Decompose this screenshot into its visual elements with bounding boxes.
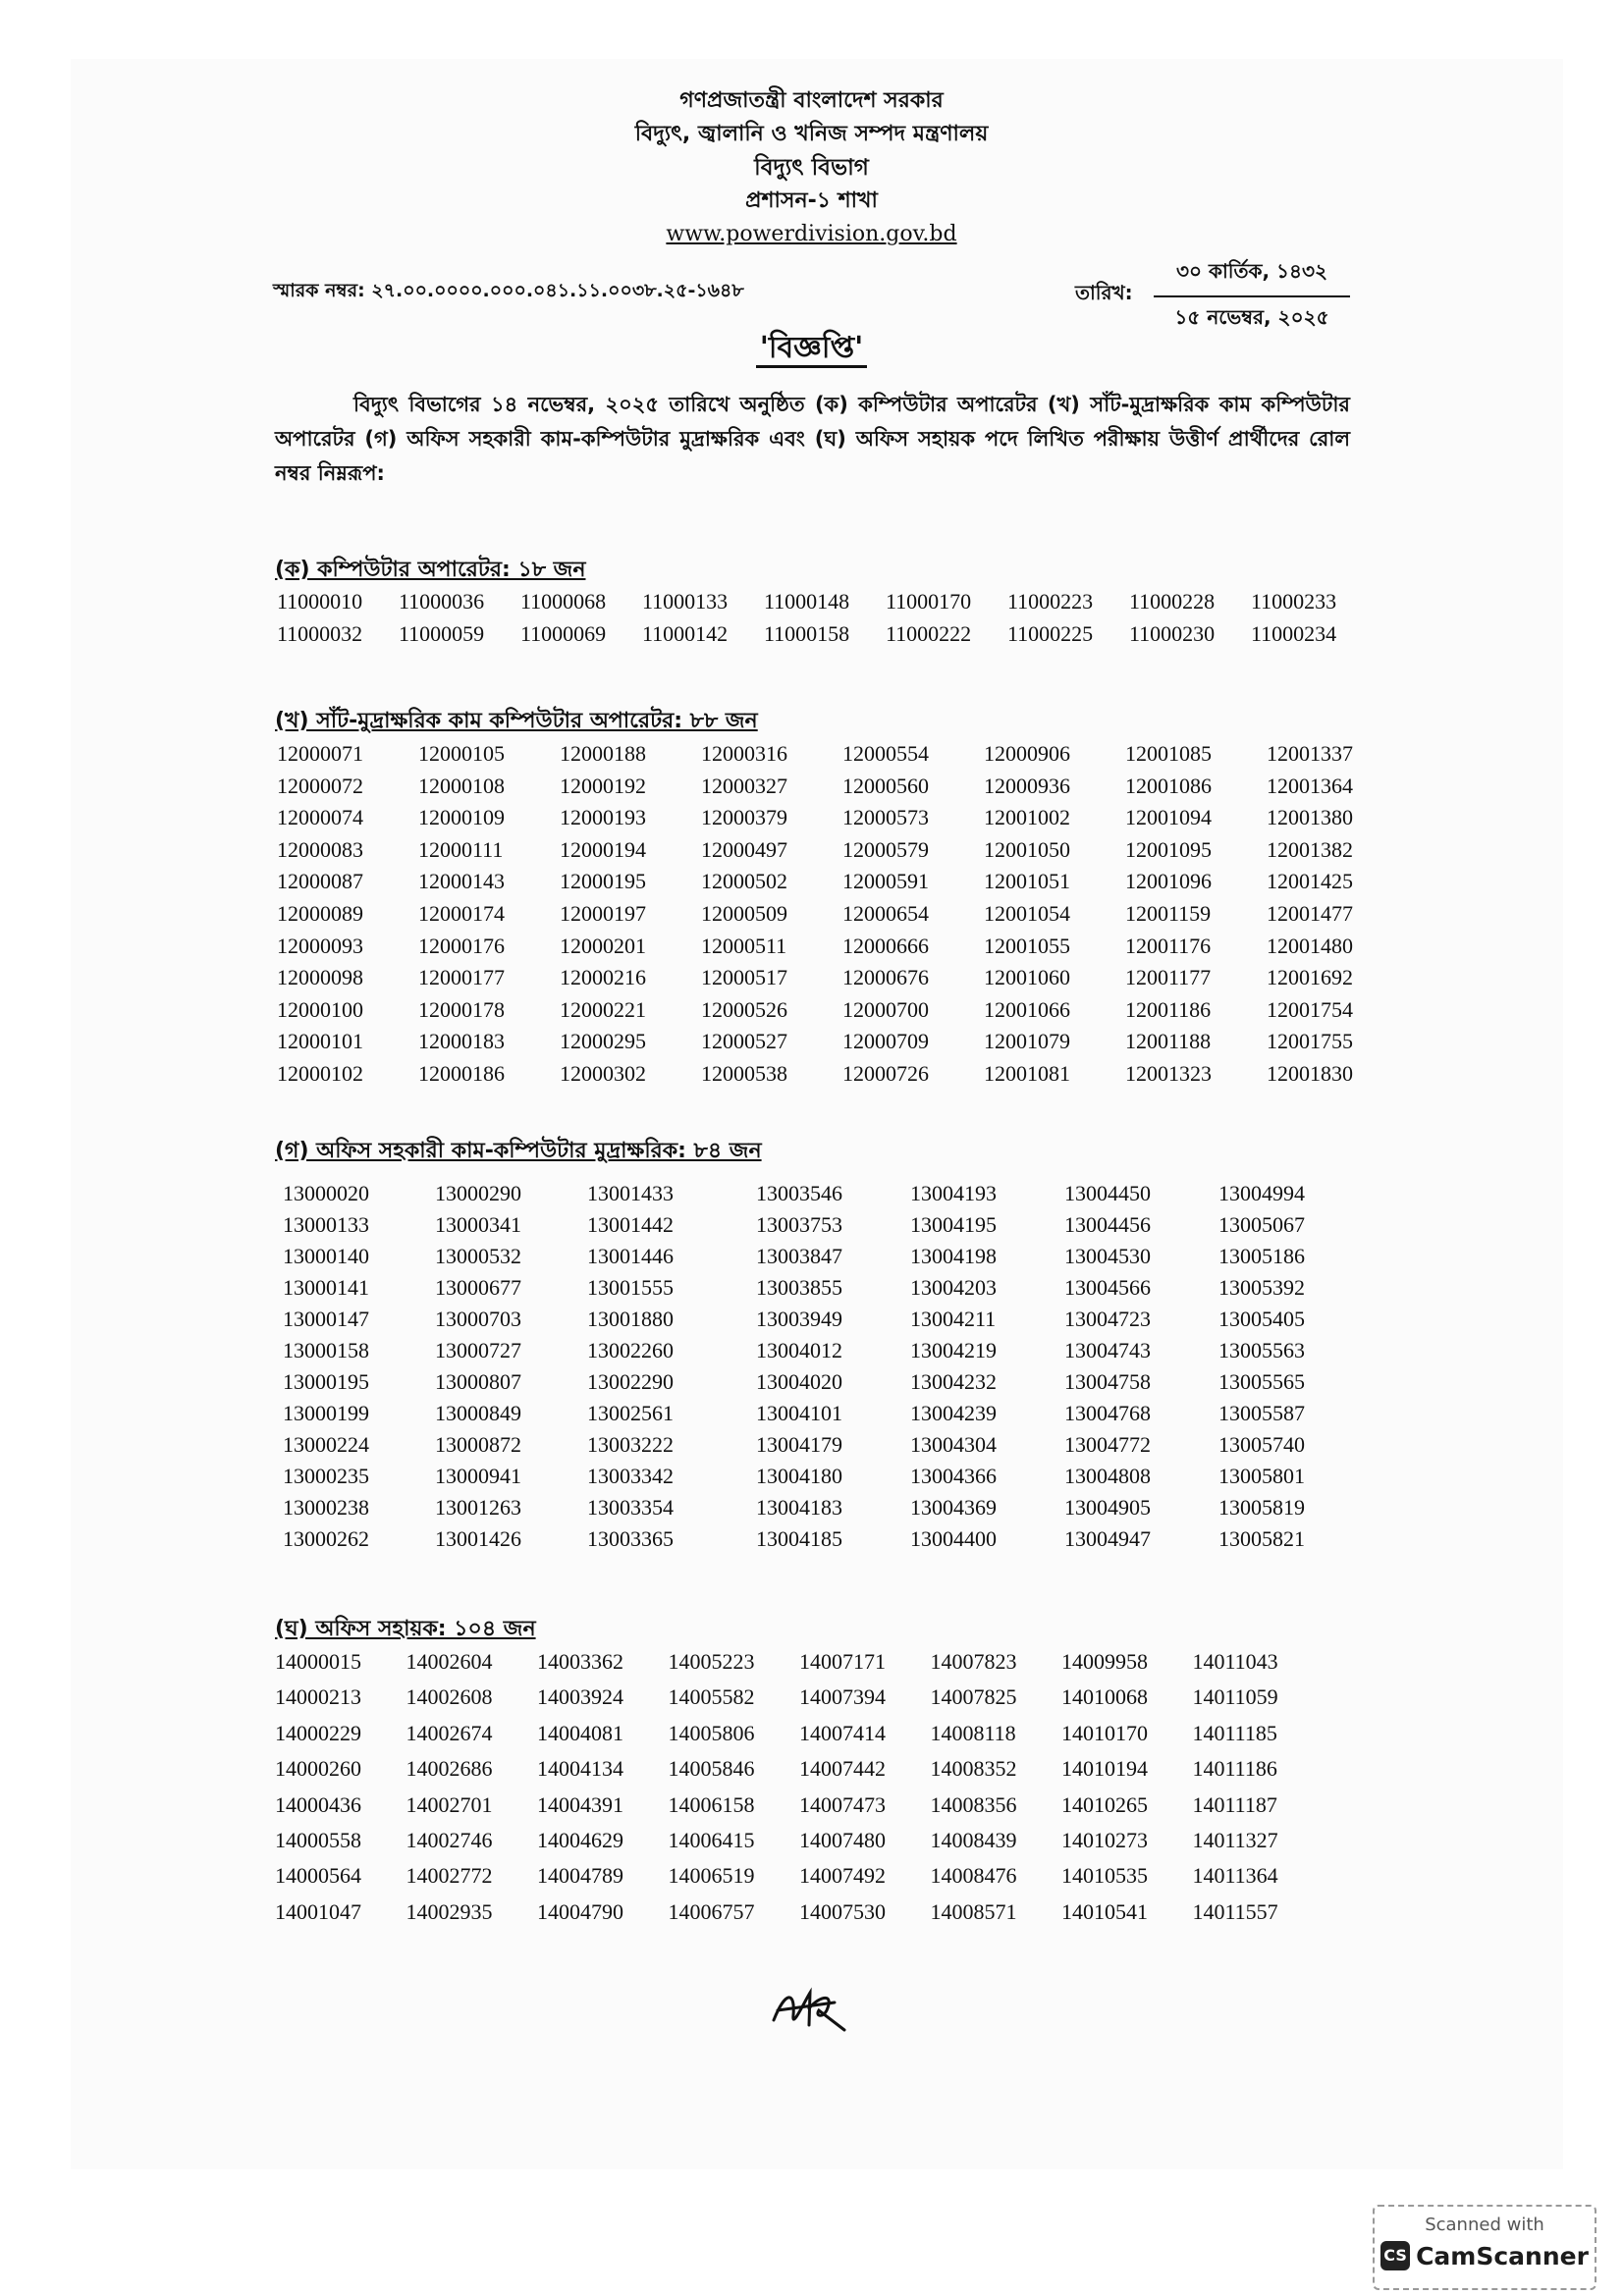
roll-number: 14000015 bbox=[275, 1649, 361, 1674]
roll-number: 12000108 bbox=[418, 773, 505, 798]
roll-number: 13003365 bbox=[587, 1526, 674, 1551]
roll-number: 11000222 bbox=[886, 621, 972, 646]
roll-number: 13005186 bbox=[1218, 1244, 1305, 1268]
roll-number: 13000238 bbox=[283, 1495, 369, 1520]
roll-number: 12000195 bbox=[560, 869, 646, 894]
roll-number: 12000538 bbox=[701, 1060, 787, 1086]
roll-number: 12000216 bbox=[560, 965, 646, 990]
roll-number: 14010170 bbox=[1061, 1720, 1148, 1745]
roll-number: 14011186 bbox=[1192, 1756, 1277, 1782]
roll-number: 12000316 bbox=[701, 741, 787, 766]
roll-number: 12001066 bbox=[984, 996, 1070, 1022]
roll-number: 13003855 bbox=[756, 1275, 842, 1300]
roll-number: 14000213 bbox=[275, 1684, 361, 1710]
roll-number: 12001323 bbox=[1125, 1060, 1212, 1086]
roll-number: 13004566 bbox=[1064, 1275, 1151, 1300]
roll-number: 12001081 bbox=[984, 1060, 1070, 1086]
roll-number: 14006519 bbox=[668, 1863, 755, 1889]
roll-number: 14005223 bbox=[668, 1649, 755, 1674]
roll-number: 12000143 bbox=[418, 869, 505, 894]
roll-number: 14007394 bbox=[799, 1684, 886, 1710]
roll-number: 13004456 bbox=[1064, 1212, 1151, 1237]
roll-number: 14007473 bbox=[799, 1791, 886, 1817]
roll-number: 13000020 bbox=[283, 1181, 369, 1205]
roll-number: 14008356 bbox=[930, 1791, 1017, 1817]
notice-title bbox=[0, 324, 1623, 374]
roll-number: 14004081 bbox=[537, 1720, 623, 1745]
roll-number: 12000177 bbox=[418, 965, 505, 990]
roll-number: 14010068 bbox=[1061, 1684, 1148, 1710]
roll-grid-stenographer bbox=[277, 741, 1408, 1094]
date-bangla: ৩০ কার্তিক, ১৪৩২ bbox=[1154, 257, 1350, 297]
date-english: ১৫ নভেম্বর, ২০২৫ bbox=[1174, 305, 1329, 329]
roll-number: 13004400 bbox=[910, 1526, 997, 1551]
roll-number: 14006757 bbox=[668, 1898, 755, 1924]
roll-number: 11000148 bbox=[764, 589, 850, 614]
roll-number: 12001085 bbox=[1125, 741, 1212, 766]
roll-number: 13000147 bbox=[283, 1307, 369, 1331]
roll-number: 12001477 bbox=[1267, 900, 1353, 926]
roll-number: 12000509 bbox=[701, 900, 787, 926]
roll-number: 12001337 bbox=[1267, 741, 1353, 766]
memo-number: স্মারক নম্বর: ২৭.০০.০০০০.০০০.০৪১.১১.০০৩৮.২৫-১৬৪৮ bbox=[273, 280, 744, 301]
roll-number: 12001188 bbox=[1125, 1029, 1212, 1054]
roll-number: 11000133 bbox=[642, 589, 729, 614]
roll-number: 13000158 bbox=[283, 1338, 369, 1362]
roll-number: 12001096 bbox=[1125, 869, 1212, 894]
roll-number: 11000230 bbox=[1129, 621, 1216, 646]
section-heading-computer-operator: (ক) কম্পিউটার অপারেটর: ১৮ জন bbox=[275, 558, 586, 582]
roll-number: 13005587 bbox=[1218, 1401, 1305, 1425]
roll-number: 12001060 bbox=[984, 965, 1070, 990]
branch-name: প্রশাসন-১ শাখা bbox=[745, 188, 878, 213]
roll-number: 13001446 bbox=[587, 1244, 674, 1268]
roll-number: 12001095 bbox=[1125, 836, 1212, 862]
roll-number: 13004304 bbox=[910, 1432, 997, 1457]
roll-number: 12000087 bbox=[277, 869, 363, 894]
roll-number: 13000235 bbox=[283, 1464, 369, 1488]
roll-number: 12000083 bbox=[277, 836, 363, 862]
roll-number: 12000517 bbox=[701, 965, 787, 990]
roll-number: 14000229 bbox=[275, 1720, 361, 1745]
roll-number: 13004179 bbox=[756, 1432, 842, 1457]
roll-number: 13000290 bbox=[435, 1181, 521, 1205]
roll-number: 14007171 bbox=[799, 1649, 886, 1674]
roll-number: 13004232 bbox=[910, 1369, 997, 1394]
roll-number: 13003342 bbox=[587, 1464, 674, 1488]
roll-number: 14008476 bbox=[930, 1863, 1017, 1889]
roll-number: 12000526 bbox=[701, 996, 787, 1022]
roll-number: 12001692 bbox=[1267, 965, 1353, 990]
roll-number: 13000262 bbox=[283, 1526, 369, 1551]
roll-number: 13003354 bbox=[587, 1495, 674, 1520]
roll-number: 12000093 bbox=[277, 933, 363, 958]
roll-number: 14006415 bbox=[668, 1827, 755, 1852]
roll-number: 12000098 bbox=[277, 965, 363, 990]
roll-number: 14010535 bbox=[1061, 1863, 1148, 1889]
roll-number: 13004772 bbox=[1064, 1432, 1151, 1457]
roll-number: 11000158 bbox=[764, 621, 850, 646]
roll-number: 13004369 bbox=[910, 1495, 997, 1520]
roll-number: 11000069 bbox=[520, 621, 607, 646]
roll-number: 12000105 bbox=[418, 741, 505, 766]
roll-number: 14007825 bbox=[930, 1684, 1017, 1710]
roll-number: 12000071 bbox=[277, 741, 363, 766]
roll-number: 13004450 bbox=[1064, 1181, 1151, 1205]
roll-number: 13005392 bbox=[1218, 1275, 1305, 1300]
roll-number: 13004185 bbox=[756, 1526, 842, 1551]
roll-number: 14008352 bbox=[930, 1756, 1017, 1782]
section-heading-stenographer: (খ) সাঁট-মুদ্রাক্ষরিক কাম কম্পিউটার অপারেটর: ৮৮ জন bbox=[275, 709, 758, 733]
roll-number: 14008118 bbox=[930, 1720, 1016, 1745]
roll-number: 14002686 bbox=[406, 1756, 493, 1782]
roll-number: 12000109 bbox=[418, 805, 505, 830]
division-name: বিদ্যুৎ বিভাগ bbox=[754, 155, 869, 181]
roll-number: 12000221 bbox=[560, 996, 646, 1022]
roll-number: 13003546 bbox=[756, 1181, 842, 1205]
signature bbox=[766, 1981, 874, 2040]
roll-number: 13005821 bbox=[1218, 1526, 1305, 1551]
roll-number: 13004905 bbox=[1064, 1495, 1151, 1520]
roll-number: 12001051 bbox=[984, 869, 1070, 894]
roll-number: 14008571 bbox=[930, 1898, 1017, 1924]
roll-number: 12000502 bbox=[701, 869, 787, 894]
roll-number: 12001382 bbox=[1267, 836, 1353, 862]
roll-number: 12001079 bbox=[984, 1029, 1070, 1054]
roll-number: 12001054 bbox=[984, 900, 1070, 926]
roll-number: 13004101 bbox=[756, 1401, 842, 1425]
roll-number: 12000188 bbox=[560, 741, 646, 766]
roll-number: 13005565 bbox=[1218, 1369, 1305, 1394]
roll-number: 13005067 bbox=[1218, 1212, 1305, 1237]
roll-number: 14004789 bbox=[537, 1863, 623, 1889]
roll-number: 12000074 bbox=[277, 805, 363, 830]
roll-number: 12000906 bbox=[984, 741, 1070, 766]
roll-number: 13001263 bbox=[435, 1495, 521, 1520]
camscanner-logo-icon: CS bbox=[1380, 2241, 1410, 2270]
website-link[interactable]: www.powerdivision.gov.bd bbox=[666, 222, 957, 246]
roll-number: 12001755 bbox=[1267, 1029, 1353, 1054]
roll-number: 14010265 bbox=[1061, 1791, 1148, 1817]
roll-number: 12000666 bbox=[842, 933, 929, 958]
roll-number: 14007480 bbox=[799, 1827, 886, 1852]
roll-number: 14011557 bbox=[1192, 1898, 1278, 1924]
roll-number: 13003753 bbox=[756, 1212, 842, 1237]
roll-number: 13001880 bbox=[587, 1307, 674, 1331]
roll-number: 12000573 bbox=[842, 805, 929, 830]
roll-number: 11000142 bbox=[642, 621, 729, 646]
roll-number: 13004768 bbox=[1064, 1401, 1151, 1425]
roll-number: 12000726 bbox=[842, 1060, 929, 1086]
roll-number: 12000302 bbox=[560, 1060, 646, 1086]
roll-number: 13000141 bbox=[283, 1275, 369, 1300]
roll-number: 13000703 bbox=[435, 1307, 521, 1331]
roll-number: 12000100 bbox=[277, 996, 363, 1022]
roll-number: 13005563 bbox=[1218, 1338, 1305, 1362]
roll-number: 14003924 bbox=[537, 1684, 623, 1710]
roll-number: 13004743 bbox=[1064, 1338, 1151, 1362]
roll-number: 12000295 bbox=[560, 1029, 646, 1054]
roll-number: 12001086 bbox=[1125, 773, 1212, 798]
roll-number: 12001425 bbox=[1267, 869, 1353, 894]
roll-number: 14008439 bbox=[930, 1827, 1017, 1852]
roll-number: 12000089 bbox=[277, 900, 363, 926]
roll-number: 12001480 bbox=[1267, 933, 1353, 958]
roll-number: 12000379 bbox=[701, 805, 787, 830]
roll-number: 14010194 bbox=[1061, 1756, 1148, 1782]
notice-intro: বিদ্যুৎ বিভাগের ১৪ নভেম্বর, ২০২৫ তারিখে অনুষ্ঠিত (ক) কম্পিউটার অপারেটর (খ) সাঁট-মুদ্রাক্ষরিক কাম কম্পিউটার অপারেটর (গ) অফিস সহকারী কাম-কম্পিউটার মুদ্রাক্ষরিক এবং (ঘ) অফিস সহায়ক পদে লিখিত পরীক্ষায় উত্তীর্ণ প্রার্থীদের রোল নম্বর নিম্নরূপ: bbox=[275, 393, 1350, 485]
roll-number: 12000511 bbox=[701, 933, 787, 958]
roll-number: 13002561 bbox=[587, 1401, 674, 1425]
roll-number: 13005405 bbox=[1218, 1307, 1305, 1331]
roll-number: 13003949 bbox=[756, 1307, 842, 1331]
roll-number: 11000228 bbox=[1129, 589, 1216, 614]
roll-number: 11000036 bbox=[399, 589, 485, 614]
roll-number: 13000133 bbox=[283, 1212, 369, 1237]
roll-grid-office-assistant-computer-typist bbox=[283, 1181, 1373, 1558]
roll-number: 14011187 bbox=[1192, 1791, 1277, 1817]
roll-number: 12000178 bbox=[418, 996, 505, 1022]
roll-number: 12001050 bbox=[984, 836, 1070, 862]
roll-number: 13004366 bbox=[910, 1464, 997, 1488]
roll-number: 13000224 bbox=[283, 1432, 369, 1457]
roll-number: 13004808 bbox=[1064, 1464, 1151, 1488]
roll-number: 13004239 bbox=[910, 1401, 997, 1425]
roll-number: 12000176 bbox=[418, 933, 505, 958]
roll-number: 13003847 bbox=[756, 1244, 842, 1268]
roll-number: 13001555 bbox=[587, 1275, 674, 1300]
roll-number: 14005846 bbox=[668, 1756, 755, 1782]
roll-number: 13004195 bbox=[910, 1212, 997, 1237]
ministry-name: বিদ্যুৎ, জ্বালানি ও খনিজ সম্পদ মন্ত্রণালয় bbox=[634, 122, 989, 146]
roll-number: 13000140 bbox=[283, 1244, 369, 1268]
roll-number: 14002746 bbox=[406, 1827, 493, 1852]
roll-number: 12001159 bbox=[1125, 900, 1212, 926]
roll-number: 14007414 bbox=[799, 1720, 886, 1745]
roll-number: 11000223 bbox=[1007, 589, 1094, 614]
roll-number: 12000936 bbox=[984, 773, 1070, 798]
roll-number: 12001055 bbox=[984, 933, 1070, 958]
roll-number: 14006158 bbox=[668, 1791, 755, 1817]
roll-number: 14011043 bbox=[1192, 1649, 1278, 1674]
scanned-with-label: Scanned with bbox=[1425, 2215, 1544, 2235]
roll-number: 13005801 bbox=[1218, 1464, 1305, 1488]
roll-number: 12000327 bbox=[701, 773, 787, 798]
roll-number: 11000234 bbox=[1251, 621, 1337, 646]
roll-number: 14009958 bbox=[1061, 1649, 1148, 1674]
roll-number: 14000260 bbox=[275, 1756, 361, 1782]
roll-number: 13004219 bbox=[910, 1338, 997, 1362]
letterhead bbox=[0, 84, 1623, 251]
roll-number: 12000072 bbox=[277, 773, 363, 798]
roll-number: 13004530 bbox=[1064, 1244, 1151, 1268]
roll-number: 11000170 bbox=[886, 589, 972, 614]
roll-number: 12000201 bbox=[560, 933, 646, 958]
roll-number: 14002674 bbox=[406, 1720, 493, 1745]
roll-number: 13004020 bbox=[756, 1369, 842, 1394]
roll-number: 13004758 bbox=[1064, 1369, 1151, 1394]
roll-number: 12000102 bbox=[277, 1060, 363, 1086]
roll-number: 11000068 bbox=[520, 589, 607, 614]
roll-number: 14001047 bbox=[275, 1898, 361, 1924]
section-heading-office-helper: (ঘ) অফিস সহায়ক: ১০৪ জন bbox=[275, 1617, 536, 1641]
roll-number: 14007492 bbox=[799, 1863, 886, 1889]
roll-number: 12001830 bbox=[1267, 1060, 1353, 1086]
roll-number: 13000849 bbox=[435, 1401, 521, 1425]
roll-number: 12000554 bbox=[842, 741, 929, 766]
roll-number: 13004193 bbox=[910, 1181, 997, 1205]
roll-number: 12001186 bbox=[1125, 996, 1212, 1022]
roll-number: 12000527 bbox=[701, 1029, 787, 1054]
roll-number: 14003362 bbox=[537, 1649, 623, 1674]
roll-number: 14004391 bbox=[537, 1791, 623, 1817]
roll-number: 14000558 bbox=[275, 1827, 361, 1852]
roll-number: 14002604 bbox=[406, 1649, 493, 1674]
roll-number: 14007823 bbox=[930, 1649, 1017, 1674]
roll-number: 14004134 bbox=[537, 1756, 623, 1782]
roll-number: 12000193 bbox=[560, 805, 646, 830]
camscanner-watermark bbox=[1373, 2205, 1596, 2290]
roll-number: 12001754 bbox=[1267, 996, 1353, 1022]
roll-number: 13002290 bbox=[587, 1369, 674, 1394]
roll-number: 13000195 bbox=[283, 1369, 369, 1394]
roll-number: 12000174 bbox=[418, 900, 505, 926]
roll-number: 13004180 bbox=[756, 1464, 842, 1488]
roll-number: 13000807 bbox=[435, 1369, 521, 1394]
roll-number: 14000436 bbox=[275, 1791, 361, 1817]
roll-number: 13000727 bbox=[435, 1338, 521, 1362]
roll-number: 13000677 bbox=[435, 1275, 521, 1300]
roll-number: 13000532 bbox=[435, 1244, 521, 1268]
roll-number: 13000199 bbox=[283, 1401, 369, 1425]
roll-number: 12000111 bbox=[418, 836, 504, 862]
roll-number: 12000709 bbox=[842, 1029, 929, 1054]
roll-number: 12000101 bbox=[277, 1029, 363, 1054]
roll-number: 13004198 bbox=[910, 1244, 997, 1268]
roll-number: 13005740 bbox=[1218, 1432, 1305, 1457]
roll-number: 14004790 bbox=[537, 1898, 623, 1924]
roll-number: 13004211 bbox=[910, 1307, 997, 1331]
roll-number: 14002772 bbox=[406, 1863, 493, 1889]
roll-number: 12000183 bbox=[418, 1029, 505, 1054]
roll-number: 13001426 bbox=[435, 1526, 521, 1551]
roll-number: 12000654 bbox=[842, 900, 929, 926]
roll-number: 11000233 bbox=[1251, 589, 1337, 614]
roll-number: 13001433 bbox=[587, 1181, 674, 1205]
date-label: তারিখ: bbox=[1075, 281, 1133, 304]
roll-number: 14011059 bbox=[1192, 1684, 1278, 1710]
roll-number: 14004629 bbox=[537, 1827, 623, 1852]
roll-number: 12000197 bbox=[560, 900, 646, 926]
roll-number: 13004203 bbox=[910, 1275, 997, 1300]
roll-number: 12001364 bbox=[1267, 773, 1353, 798]
roll-number: 14000564 bbox=[275, 1863, 361, 1889]
roll-number: 11000032 bbox=[277, 621, 363, 646]
roll-number: 13000872 bbox=[435, 1432, 521, 1457]
roll-number: 13004183 bbox=[756, 1495, 842, 1520]
roll-number: 13002260 bbox=[587, 1338, 674, 1362]
roll-number: 14010541 bbox=[1061, 1898, 1148, 1924]
roll-number: 11000059 bbox=[399, 621, 485, 646]
roll-number: 12000560 bbox=[842, 773, 929, 798]
roll-number: 12000676 bbox=[842, 965, 929, 990]
roll-grid-computer-operator bbox=[277, 589, 1373, 654]
roll-number: 14005582 bbox=[668, 1684, 755, 1710]
roll-number: 12000591 bbox=[842, 869, 929, 894]
roll-number: 12001094 bbox=[1125, 805, 1212, 830]
roll-number: 12000497 bbox=[701, 836, 787, 862]
camscanner-brand: CamScanner bbox=[1416, 2241, 1589, 2270]
government-name: গণপ্রজাতন্ত্রী বাংলাদেশ সরকার bbox=[679, 88, 944, 113]
roll-number: 14011364 bbox=[1192, 1863, 1278, 1889]
roll-number: 12000579 bbox=[842, 836, 929, 862]
roll-grid-office-helper bbox=[275, 1649, 1324, 1935]
section-heading-office-assistant-computer-typist: (গ) অফিস সহকারী কাম-কম্পিউটার মুদ্রাক্ষরিক: ৮৪ জন bbox=[275, 1139, 762, 1163]
roll-number: 13004994 bbox=[1218, 1181, 1305, 1205]
roll-number: 13001442 bbox=[587, 1212, 674, 1237]
roll-number: 11000225 bbox=[1007, 621, 1094, 646]
roll-number: 14007442 bbox=[799, 1756, 886, 1782]
roll-number: 12001380 bbox=[1267, 805, 1353, 830]
roll-number: 13005819 bbox=[1218, 1495, 1305, 1520]
roll-number: 14002608 bbox=[406, 1684, 493, 1710]
roll-number: 14002701 bbox=[406, 1791, 493, 1817]
roll-number: 12000192 bbox=[560, 773, 646, 798]
roll-number: 14007530 bbox=[799, 1898, 886, 1924]
roll-number: 14011185 bbox=[1192, 1720, 1277, 1745]
roll-number: 12000700 bbox=[842, 996, 929, 1022]
roll-number: 13004723 bbox=[1064, 1307, 1151, 1331]
roll-number: 14005806 bbox=[668, 1720, 755, 1745]
roll-number: 13004012 bbox=[756, 1338, 842, 1362]
notice-title-text: 'বিজ্ঞপ্তি' bbox=[756, 331, 868, 368]
roll-number: 12001002 bbox=[984, 805, 1070, 830]
roll-number: 13000941 bbox=[435, 1464, 521, 1488]
roll-number: 12001176 bbox=[1125, 933, 1212, 958]
roll-number: 12000194 bbox=[560, 836, 646, 862]
roll-number: 13004947 bbox=[1064, 1526, 1151, 1551]
roll-number: 14011327 bbox=[1192, 1827, 1278, 1852]
roll-number: 13003222 bbox=[587, 1432, 674, 1457]
roll-number: 12000186 bbox=[418, 1060, 505, 1086]
roll-number: 12001177 bbox=[1125, 965, 1212, 990]
roll-number: 14002935 bbox=[406, 1898, 493, 1924]
roll-number: 13000341 bbox=[435, 1212, 521, 1237]
roll-number: 11000010 bbox=[277, 589, 363, 614]
roll-number: 14010273 bbox=[1061, 1827, 1148, 1852]
